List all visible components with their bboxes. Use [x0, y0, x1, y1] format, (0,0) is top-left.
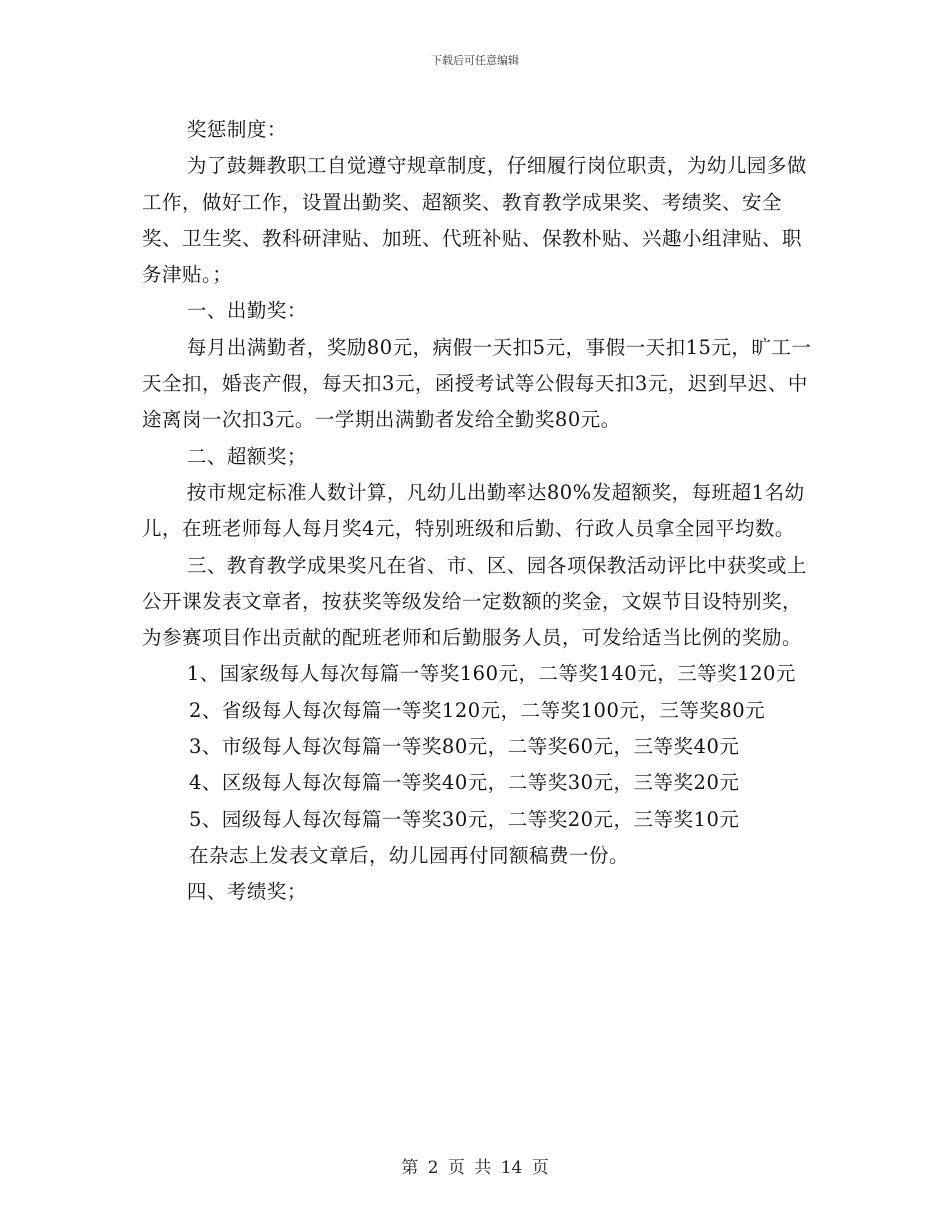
heading-overquota: 二、超额奖； — [186, 444, 307, 468]
award-item-city: 3、市级每人每次每篇一等奖80元，二等奖60元，三等奖40元 — [189, 735, 740, 759]
intro-paragraph: 为了鼓舞教职工自觉遵守规章制度，仔细履行岗位职责，为幼儿园多做工作，做好工作，设置出勤奖、超额奖、教育教学成果奖、考绩奖、安全奖、卫生奖、教科研津贴、加班、代班补贴、保教朴贴、兴趣小组津贴、职务津贴。； — [142, 154, 807, 287]
award-item-district: 4、区级每人每次每篇一等奖40元，二等奖30元，三等奖20元 — [189, 771, 740, 795]
document-body — [142, 112, 817, 911]
attendance-paragraph: 每月出满勤者，奖励80元，病假一天扣5元，事假一天扣15元，旷工一天全扣，婚丧产假，每天扣3元，函授考试等公假每天扣3元，迟到早迟、中途离岗一次扣3元。一学期出满勤者发给全勤奖80元。 — [142, 335, 812, 432]
page-header: 下载后可任意编辑 — [431, 54, 519, 67]
heading-attendance: 一、出勤奖： — [186, 299, 307, 323]
award-item-provincial: 2、省级每人每次每篇一等奖120元，二等奖100元，三等奖80元 — [189, 698, 766, 722]
award-item-national: 1、国家级每人每次每篇一等奖160元，二等奖140元，三等奖120元 — [186, 662, 796, 686]
page-footer: 第 2 页 共 14 页 — [401, 1158, 549, 1178]
award-item-kindergarten: 5、园级每人每次每篇一等奖30元，二等奖20元，三等奖10元 — [189, 807, 740, 831]
heading-performance: 四、考绩奖； — [186, 880, 307, 904]
overquota-paragraph: 按市规定标准人数计算，凡幼儿出勤率达80%发超额奖，每班超1名幼儿，在班老师每人每月奖4元，特别班级和后勤、行政人员拿全园平均数。 — [142, 480, 805, 541]
teaching-results-paragraph: 三、教育教学成果奖凡在省、市、区、园各项保教活动评比中获奖或上公开课发表文章者，按获奖等级发给一定数额的奖金，文娱节目设特别奖，为参赛项目作出贡献的配班老师和后勤服务人员，可发给适当比例的奖励。 — [142, 553, 807, 650]
publication-note: 在杂志上发表文章后，幼儿园再付同额稿费一份。 — [189, 843, 630, 867]
section-title-rewards: 奖惩制度： — [186, 118, 287, 141]
